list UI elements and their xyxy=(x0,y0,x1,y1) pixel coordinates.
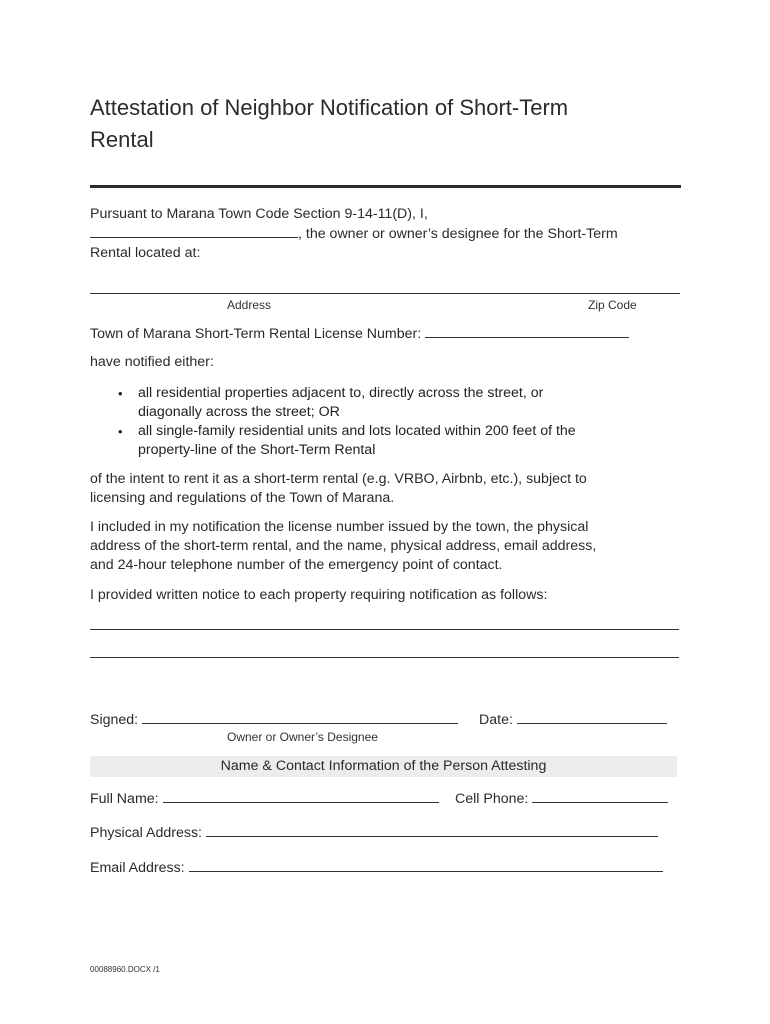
intent-line-2: licensing and regulations of the Town of Marana. xyxy=(90,490,395,506)
bullet-1-line-2: diagonally across the street; OR xyxy=(138,404,340,420)
have-notified-text: have notified either: xyxy=(90,354,214,370)
intent-line-1: of the intent to rent it as a short-term rental (e.g. VRBO, Airbnb, etc.), subject to xyxy=(90,471,587,487)
email-address-label: Email Address: xyxy=(90,860,185,876)
address-label: Address xyxy=(227,298,272,312)
pursuant-line-3: Rental located at: xyxy=(90,245,201,261)
notice-details-line-2[interactable] xyxy=(90,657,679,658)
notice-details-line-1[interactable] xyxy=(90,629,679,630)
included-line-1: I included in my notification the license number issued by the town, the physical xyxy=(90,519,589,535)
intent-paragraph xyxy=(90,470,690,508)
email-address-row xyxy=(90,858,663,878)
provided-notice-text: I provided written notice to each property requiring notification as follows: xyxy=(90,587,548,603)
included-line-3: and 24-hour telephone number of the emergency point of contact. xyxy=(90,557,503,573)
title-line-2: Rental xyxy=(90,127,154,152)
license-number-field[interactable] xyxy=(425,324,629,338)
full-name-field[interactable] xyxy=(163,789,439,803)
physical-address-row xyxy=(90,823,658,843)
included-line-2: address of the short-term rental, and the name, physical address, email address, xyxy=(90,538,597,554)
notification-options-list xyxy=(90,384,690,460)
full-name-row xyxy=(90,789,439,809)
license-number-row xyxy=(90,324,690,344)
cell-phone-label: Cell Phone: xyxy=(455,791,529,807)
document-footer-code: 00088960.DOCX /1 xyxy=(90,965,160,974)
email-address-field[interactable] xyxy=(189,858,663,872)
bullet-2-line-2: property-line of the Short-Term Rental xyxy=(138,442,376,458)
list-item xyxy=(90,422,690,460)
address-field[interactable] xyxy=(90,293,680,294)
date-label: Date: xyxy=(479,712,513,728)
signed-row xyxy=(90,710,458,730)
cell-phone-field[interactable] xyxy=(532,789,668,803)
list-item xyxy=(90,384,690,422)
pursuant-line-1: Pursuant to Marana Town Code Section 9-14-11(D), I, xyxy=(90,206,428,222)
included-paragraph xyxy=(90,518,690,575)
signed-label: Signed: xyxy=(90,712,139,728)
zip-code-label: Zip Code xyxy=(588,298,637,312)
contact-info-heading: Name & Contact Information of the Person Attesting xyxy=(90,756,677,777)
bullet-1-line-1: all residential properties adjacent to, directly across the street, or xyxy=(138,385,544,401)
signature-field[interactable] xyxy=(142,710,458,724)
title-line-1: Attestation of Neighbor Notification of Short-Term xyxy=(90,95,569,120)
physical-address-field[interactable] xyxy=(206,823,658,837)
physical-address-label: Physical Address: xyxy=(90,825,202,841)
pursuant-line-2-text: , the owner or owner’s designee for the Short-Term xyxy=(298,226,618,242)
full-name-label: Full Name: xyxy=(90,791,159,807)
date-row xyxy=(479,710,667,730)
pursuant-paragraph xyxy=(90,205,690,263)
pursuant-line-2 xyxy=(90,224,690,244)
title-rule xyxy=(90,185,681,188)
signer-caption: Owner or Owner’s Designee xyxy=(227,730,378,744)
cell-phone-row xyxy=(455,789,668,809)
date-field[interactable] xyxy=(517,710,667,724)
owner-name-field[interactable] xyxy=(90,224,298,238)
bullet-2-line-1: all single-family residential units and lots located within 200 feet of the xyxy=(138,423,576,439)
document-title xyxy=(90,92,690,156)
license-number-label: Town of Marana Short-Term Rental License Number: xyxy=(90,326,422,342)
